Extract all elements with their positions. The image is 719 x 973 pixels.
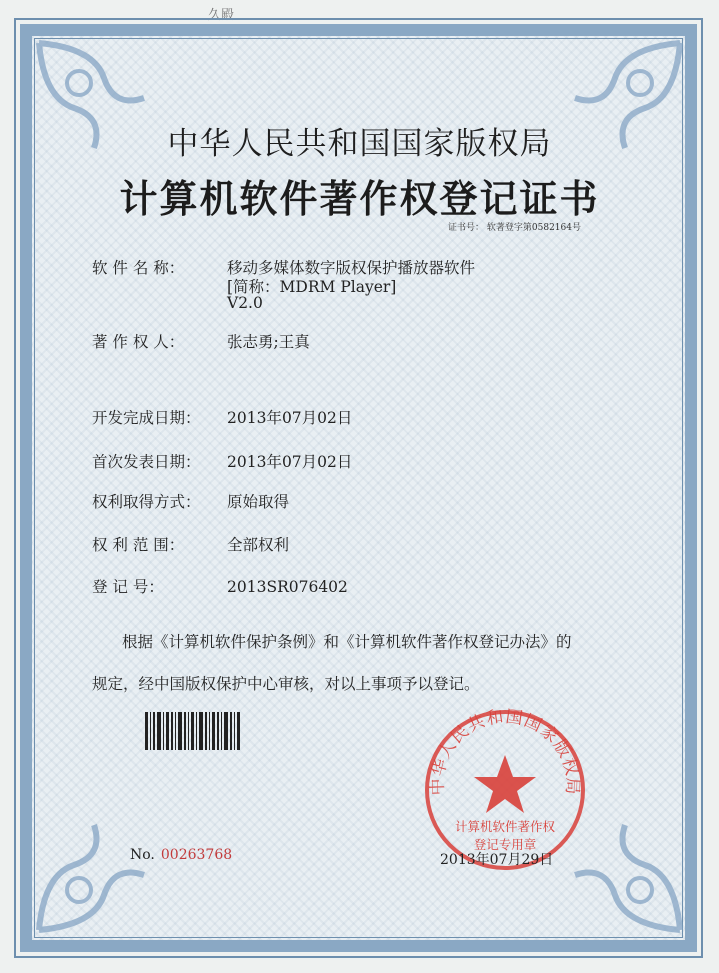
serial-number <box>130 847 232 863</box>
field-registration-number <box>92 575 348 597</box>
issue-date: 2013年07月29日 <box>440 852 554 868</box>
seal-ring-text: 中华人民共和国国家版权局 <box>427 706 583 796</box>
serial-value: 00263768 <box>160 847 233 863</box>
seal-inner-line-2: 登记专用章 <box>473 837 537 852</box>
certificate-title: 计算机软件著作权登记证书 <box>119 176 600 221</box>
field-label: 权利取得方式： <box>92 493 201 511</box>
statement-line-2: 规定，经中国版权保护中心审核，对以上事项予以登记。 <box>92 675 480 693</box>
star-icon <box>474 755 536 813</box>
field-software-version <box>227 294 263 312</box>
corner-ornament-bottom-left <box>34 815 154 935</box>
field-label: 首次发表日期： <box>92 453 201 471</box>
field-label: 开发完成日期： <box>92 409 201 427</box>
field-first-publish-date <box>92 450 352 472</box>
certificate-number-value: 软著登字第0582164号 <box>486 223 581 233</box>
issuer-title: 中华人民共和国国家版权局 <box>167 126 552 162</box>
serial-label: No. <box>130 847 155 863</box>
field-value: 原始取得 <box>227 493 290 511</box>
field-label: 软 件 名 称： <box>92 259 185 277</box>
field-value: 移动多媒体数字版权保护播放器软件 <box>227 259 476 277</box>
field-copyright-owner <box>92 330 310 352</box>
field-value: 2013年07月02日 <box>227 409 353 427</box>
field-acquisition-method <box>92 490 289 512</box>
field-development-date <box>92 406 352 428</box>
field-value: 全部权利 <box>227 536 290 554</box>
handwritten-note: 久殿 <box>208 8 235 23</box>
field-value: 2013年07月02日 <box>227 453 353 471</box>
certificate-number <box>448 220 581 233</box>
field-value: 2013SR076402 <box>227 578 348 596</box>
field-label: 权 利 范 围： <box>92 536 185 554</box>
field-value: [简称：MDRM Player] <box>227 278 397 296</box>
field-value: 张志勇;王真 <box>227 333 310 351</box>
certificate-number-label: 证书号： <box>448 223 485 233</box>
statement-line-1: 根据《计算机软件保护条例》和《计算机软件著作权登记办法》的 <box>122 633 572 651</box>
field-label: 著 作 权 人： <box>92 333 185 351</box>
field-value: V2.0 <box>227 294 263 312</box>
field-rights-scope <box>92 533 289 555</box>
seal-inner-line-1: 计算机软件著作权 <box>454 819 555 834</box>
field-label: 登 记 号： <box>92 578 164 596</box>
barcode-icon <box>145 712 240 750</box>
